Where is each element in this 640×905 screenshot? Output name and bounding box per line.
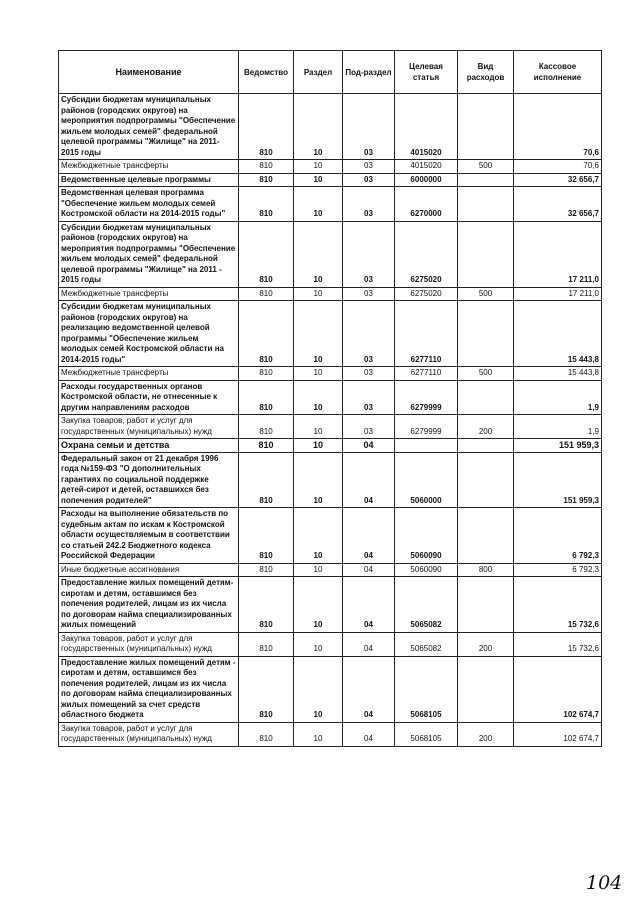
header-subsection: Под-раздел [343, 51, 395, 94]
header-target: Целевая статья [395, 51, 458, 94]
header-exptype: Вид расходов [458, 51, 514, 94]
cell-target: 6279999 [395, 380, 458, 415]
cell-section: 10 [294, 632, 343, 656]
table-row [59, 301, 602, 367]
cell-amount: 17 211,0 [514, 287, 602, 301]
cell-dept: 810 [239, 439, 294, 453]
table-row [59, 160, 602, 174]
table-row [59, 452, 602, 508]
cell-subsection: 03 [343, 221, 395, 287]
cell-subsection: 03 [343, 287, 395, 301]
cell-amount: 1,9 [514, 380, 602, 415]
cell-amount: 15 443,8 [514, 301, 602, 367]
cell-target: 4015020 [395, 94, 458, 160]
table-row [59, 187, 602, 222]
cell-amount: 102 674,7 [514, 722, 602, 746]
cell-section: 10 [294, 563, 343, 577]
cell-name: Межбюджетные трансферты [59, 287, 239, 301]
cell-dept: 810 [239, 94, 294, 160]
cell-subsection: 04 [343, 722, 395, 746]
cell-section: 10 [294, 301, 343, 367]
cell-dept: 810 [239, 367, 294, 381]
table-row [59, 221, 602, 287]
cell-exptype [458, 301, 514, 367]
cell-section: 10 [294, 452, 343, 508]
cell-exptype [458, 508, 514, 564]
cell-exptype: 200 [458, 632, 514, 656]
table-row [59, 439, 602, 453]
table-row [59, 287, 602, 301]
table-row [59, 656, 602, 722]
cell-section: 10 [294, 656, 343, 722]
cell-name: Расходы на выполнение обязательств по судебным актам по искам к Костромской области осуществляемым в соответствии со статьей 242.2 Бюджетного кодекса Российской Федерации [59, 508, 239, 564]
cell-name: Предоставление жилых помещений детям - сиротам и детям, оставшимся без попечения родителей, лицам из их числа по договорам найма специализированных жилых помещений за счет средств областного бюджета [59, 656, 239, 722]
cell-subsection: 03 [343, 380, 395, 415]
cell-subsection: 03 [343, 187, 395, 222]
cell-section: 10 [294, 187, 343, 222]
header-name: Наименование [59, 51, 239, 94]
cell-amount: 17 211,0 [514, 221, 602, 287]
cell-amount: 32 656,7 [514, 187, 602, 222]
cell-dept: 810 [239, 632, 294, 656]
cell-amount: 6 792,3 [514, 563, 602, 577]
table-row [59, 722, 602, 746]
cell-section: 10 [294, 160, 343, 174]
cell-exptype [458, 452, 514, 508]
budget-table [58, 50, 602, 747]
cell-target: 6275020 [395, 221, 458, 287]
cell-name: Предоставление жилых помещений детям-сиротам и детям, оставшимся без попечения родителей, лицам из их числа по договорам найма специализированных жилых помещений [59, 577, 239, 633]
cell-name: Ведомственные целевые программы [59, 173, 239, 187]
cell-subsection: 03 [343, 367, 395, 381]
cell-target: 6277110 [395, 367, 458, 381]
cell-target: 6275020 [395, 287, 458, 301]
cell-exptype: 200 [458, 415, 514, 439]
cell-exptype [458, 187, 514, 222]
cell-target: 5060090 [395, 563, 458, 577]
cell-amount: 32 656,7 [514, 173, 602, 187]
cell-exptype [458, 173, 514, 187]
cell-target: 6279999 [395, 415, 458, 439]
cell-name: Межбюджетные трансферты [59, 367, 239, 381]
cell-target: 6000000 [395, 173, 458, 187]
cell-exptype: 800 [458, 563, 514, 577]
header-amount: Кассовое исполнение [514, 51, 602, 94]
cell-section: 10 [294, 94, 343, 160]
cell-subsection: 04 [343, 508, 395, 564]
cell-amount: 6 792,3 [514, 508, 602, 564]
cell-section: 10 [294, 367, 343, 381]
cell-amount: 15 443,8 [514, 367, 602, 381]
cell-section: 10 [294, 287, 343, 301]
cell-subsection: 04 [343, 577, 395, 633]
cell-subsection: 04 [343, 452, 395, 508]
cell-amount: 151 959,3 [514, 439, 602, 453]
cell-section: 10 [294, 508, 343, 564]
table-row [59, 563, 602, 577]
cell-name: Субсидии бюджетам муниципальных районов (городских округов) на мероприятия подпрограммы "Обеспечение жильем молодых семей" федеральной целевой программы "Жилище" на 2011-2015 годы [59, 94, 239, 160]
cell-name: Иные бюджетные ассигнования [59, 563, 239, 577]
header-section: Раздел [294, 51, 343, 94]
cell-dept: 810 [239, 722, 294, 746]
cell-exptype [458, 439, 514, 453]
cell-subsection: 03 [343, 160, 395, 174]
cell-subsection: 03 [343, 94, 395, 160]
cell-name: Расходы государственных органов Костромской области, не отнесенные к другим направлениям расходов [59, 380, 239, 415]
cell-dept: 810 [239, 508, 294, 564]
cell-name: Закупка товаров, работ и услуг для государственных (муниципальных) нужд [59, 722, 239, 746]
cell-subsection: 04 [343, 632, 395, 656]
cell-exptype [458, 656, 514, 722]
cell-dept: 810 [239, 287, 294, 301]
cell-amount: 1,9 [514, 415, 602, 439]
cell-target [395, 439, 458, 453]
cell-name: Субсидии бюджетам муниципальных районов (городских округов) на мероприятия подпрограммы "Обеспечение жильем молодых семей" федеральной целевой программы "Жилище" на 2011 - 2015 годы [59, 221, 239, 287]
page-number: 104 [586, 872, 623, 894]
cell-subsection: 03 [343, 173, 395, 187]
cell-section: 10 [294, 173, 343, 187]
cell-amount: 70,6 [514, 94, 602, 160]
table-row [59, 632, 602, 656]
cell-target: 5065082 [395, 632, 458, 656]
cell-target: 5068105 [395, 722, 458, 746]
cell-subsection: 03 [343, 415, 395, 439]
cell-exptype [458, 577, 514, 633]
cell-name: Межбюджетные трансферты [59, 160, 239, 174]
cell-target: 5060090 [395, 508, 458, 564]
cell-exptype [458, 94, 514, 160]
cell-dept: 810 [239, 160, 294, 174]
cell-name: Ведомственная целевая программа "Обеспечение жильем молодых семей Костромской области на 2014-2015 годы" [59, 187, 239, 222]
cell-name: Закупка товаров, работ и услуг для государственных (муниципальных) нужд [59, 415, 239, 439]
cell-section: 10 [294, 722, 343, 746]
cell-exptype [458, 221, 514, 287]
cell-exptype [458, 380, 514, 415]
cell-exptype: 200 [458, 722, 514, 746]
cell-amount: 15 732,6 [514, 632, 602, 656]
cell-dept: 810 [239, 221, 294, 287]
cell-subsection: 04 [343, 563, 395, 577]
table-row [59, 508, 602, 564]
table-row [59, 94, 602, 160]
cell-section: 10 [294, 380, 343, 415]
table-row [59, 367, 602, 381]
cell-section: 10 [294, 439, 343, 453]
cell-dept: 810 [239, 301, 294, 367]
table-row [59, 173, 602, 187]
cell-dept: 810 [239, 415, 294, 439]
table-row [59, 577, 602, 633]
cell-name: Закупка товаров, работ и услуг для государственных (муниципальных) нужд [59, 632, 239, 656]
cell-exptype: 500 [458, 287, 514, 301]
cell-subsection: 04 [343, 656, 395, 722]
header-dept: Ведомство [239, 51, 294, 94]
cell-dept: 810 [239, 563, 294, 577]
cell-target: 6277110 [395, 301, 458, 367]
header-row [59, 51, 602, 94]
cell-amount: 151 959,3 [514, 452, 602, 508]
table-row [59, 415, 602, 439]
cell-target: 6270000 [395, 187, 458, 222]
cell-name: Субсидии бюджетам муниципальных районов (городских округов) на реализацию ведомственной целевой программы "Обеспечение жильем молодых семей Костромской области на 2014-2015 годы" [59, 301, 239, 367]
cell-target: 5060000 [395, 452, 458, 508]
cell-name: Федеральный закон от 21 декабря 1996 года №159-ФЗ "О дополнительных гарантиях по социальной поддержке детей-сирот и детей, оставшихся без попечения родителей" [59, 452, 239, 508]
cell-dept: 810 [239, 452, 294, 508]
cell-name: Охрана семьи и детства [59, 439, 239, 453]
cell-target: 4015020 [395, 160, 458, 174]
cell-target: 5068105 [395, 656, 458, 722]
cell-dept: 810 [239, 380, 294, 415]
cell-amount: 70,6 [514, 160, 602, 174]
cell-target: 5065082 [395, 577, 458, 633]
cell-section: 10 [294, 415, 343, 439]
cell-dept: 810 [239, 173, 294, 187]
cell-section: 10 [294, 221, 343, 287]
cell-section: 10 [294, 577, 343, 633]
cell-exptype: 500 [458, 367, 514, 381]
cell-amount: 102 674,7 [514, 656, 602, 722]
table-body [59, 94, 602, 747]
cell-dept: 810 [239, 656, 294, 722]
table-row [59, 380, 602, 415]
cell-dept: 810 [239, 577, 294, 633]
cell-subsection: 04 [343, 439, 395, 453]
cell-exptype: 500 [458, 160, 514, 174]
cell-amount: 15 732,6 [514, 577, 602, 633]
cell-dept: 810 [239, 187, 294, 222]
cell-subsection: 03 [343, 301, 395, 367]
